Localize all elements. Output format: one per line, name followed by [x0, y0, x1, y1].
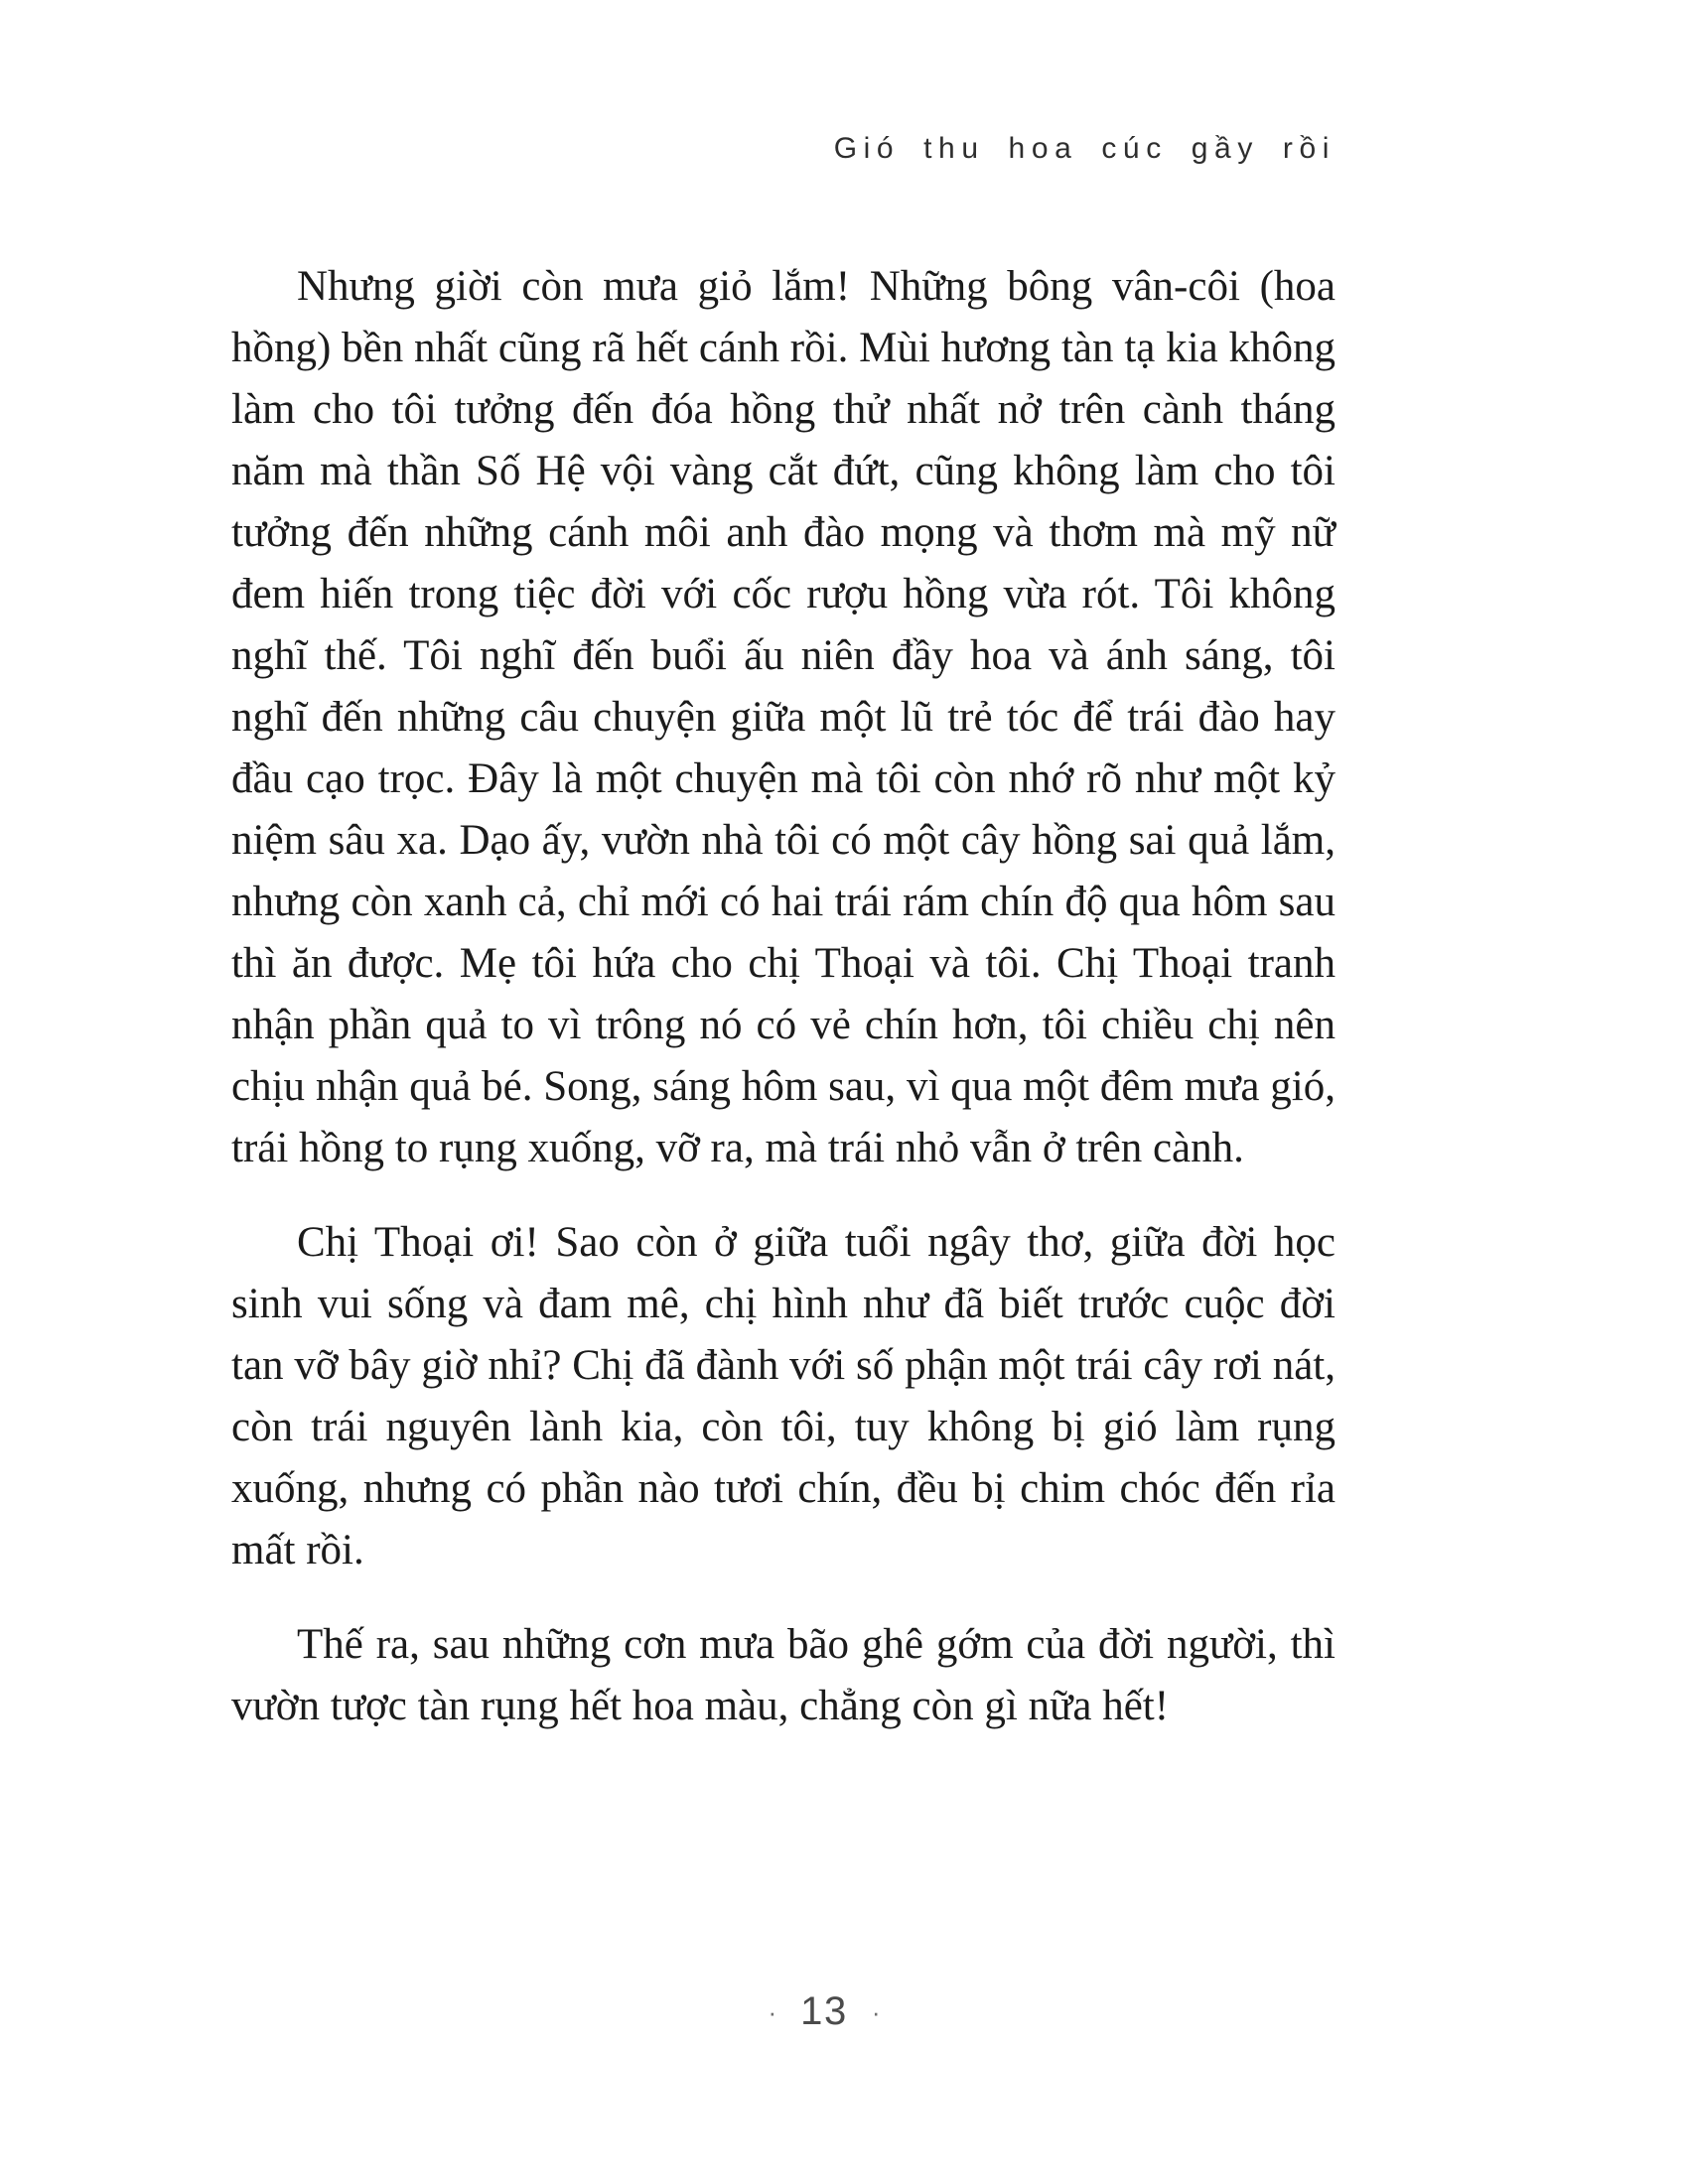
paragraph-3: Thế ra, sau những cơn mưa bão ghê gớm của đời người, thì vườn tược tàn rụng hết hoa màu, chẳng còn gì nữa hết!: [231, 1621, 1336, 1729]
page-number: [0, 1989, 1648, 2034]
running-header: Gió thu hoa cúc gầy rồi: [833, 132, 1336, 165]
paragraph-1: Nhưng giời còn mưa giỏ lắm! Những bông vân-côi (hoa hồng) bền nhất cũng rã hết cánh rồi. Mùi hương tàn tạ kia không làm cho tôi tưởng đến đóa hồng thử nhất nở trên cành tháng năm mà thần Số Hệ vội vàng cắt đứt, cũng không làm cho tôi tưởng đến những cánh môi anh đào mọng và thơm mà mỹ nữ đem hiến trong tiệc đời với cốc rượu hồng vừa rót. Tôi không nghĩ thế. Tôi nghĩ đến buổi ấu niên đầy hoa và ánh sáng, tôi nghĩ đến những câu chuyện giữa một lũ trẻ tóc để trái đào hay đầu cạo trọc. Đây là một chuyện mà tôi còn nhớ rõ như một kỷ niệm sâu xa. Dạo ấy, vườn nhà tôi có một cây hồng sai quả lắm, nhưng còn xanh cả, chỉ mới có hai trái rám chín độ qua hôm sau thì ăn được. Mẹ tôi hứa cho chị Thoại và tôi. Chị Thoại tranh nhận phần quả to vì trông nó có vẻ chín hơn, tôi chiều chị nên chịu nhận quả bé. Song, sáng hôm sau, vì qua một đêm mưa gió, trái hồng to rụng xuống, vỡ ra, mà trái nhỏ vẫn ở trên cành.: [231, 263, 1336, 1171]
folio-number: 13: [800, 1989, 848, 2033]
folio-dot-left: ·: [768, 1996, 777, 2027]
body-text: [231, 256, 1336, 1737]
folio-dot-right: ·: [871, 1996, 881, 2027]
paragraph-2: Chị Thoại ơi! Sao còn ở giữa tuổi ngây thơ, giữa đời học sinh vui sống và đam mê, chị hình như đã biết trước cuộc đời tan vỡ bây giờ nhỉ? Chị đã đành với số phận một trái cây rơi nát, còn trái nguyên lành kia, còn tôi, tuy không bị gió làm rụng xuống, nhưng có phần nào tươi chín, đều bị chim chóc đến rỉa mất rồi.: [231, 1219, 1336, 1573]
